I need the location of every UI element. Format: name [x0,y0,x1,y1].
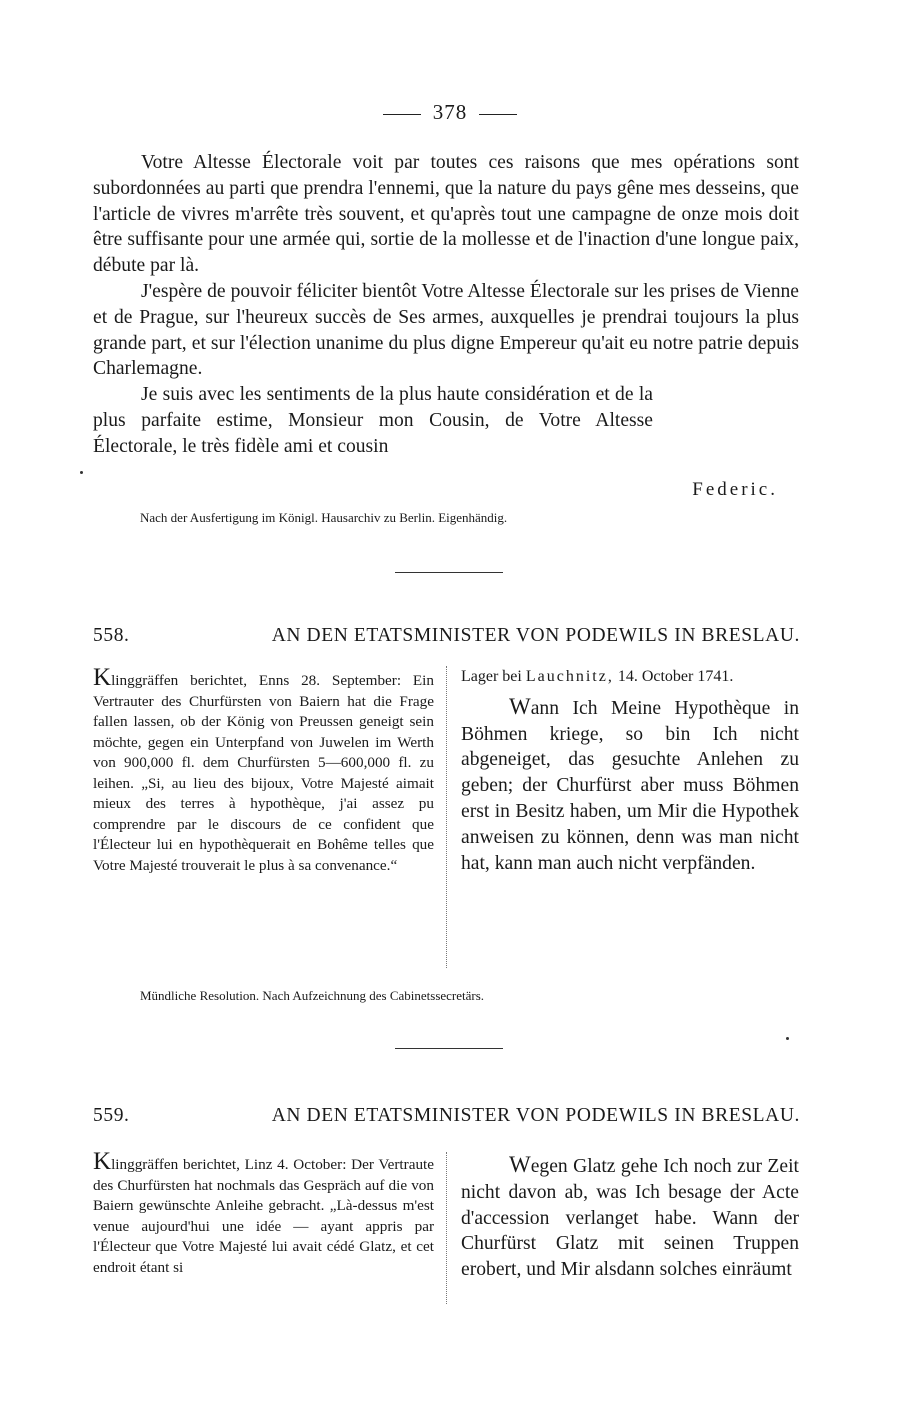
page-number-dash-right [479,114,517,115]
page-number-dash-left [383,114,421,115]
letter-paragraph: Votre Altesse Électorale voit par toutes ces raisons que mes opérations sont subordonnées au parti que prendra l'ennemi, que la nature du pays gêne mes desseins, que l'article de vivres m'arrête très souvent, et qu'après tout une campagne de onze mois doit être suffisante pour une armée qui, sortie de la mollesse et de l'inaction d'une longue paix, débute par là. [93,152,799,277]
drop-cap: W [509,1152,531,1177]
letter-title: AN DEN ETATSMINISTER VON PODEWILS IN BRESLAU. [271,1105,800,1126]
column-separator [446,1152,447,1304]
letter-paragraph: J'espère de pouvoir féliciter bientôt Votre Altesse Électorale sur les prises de Vienne et de Prague, sur l'heureux succès de Ses armes, auxquelles je prendrai toujours la plus grande part, et sur l'élection unanime du plus digne Empereur qu'ait eu notre patrie depuis Charlemagne. [93,280,799,380]
summary-column [93,664,434,876]
dateline-place: Lauchnitz, [525,668,614,685]
dateline-prefix: Lager bei [461,668,522,685]
section-divider [395,572,503,573]
letter-heading [93,1105,800,1127]
signature: Federic. [692,479,778,500]
column-separator [446,666,447,968]
letter-column [461,664,799,876]
drop-cap: W [509,693,531,719]
section-divider [395,1048,503,1049]
letter-number: 559. [93,1105,130,1126]
ink-speck [80,471,83,474]
letter-heading [93,625,800,647]
letter-text: egen Glatz gehe Ich noch zur Zeit nicht davon ab, was Ich besage der Acte d'accession verlanget habe. Wann der Churfürst Glatz mit seinen Truppen erobert, und Mir alsdann solches einräumt [461,1156,799,1281]
summary-column [93,1148,434,1278]
drop-cap: K [93,664,112,691]
letter-column [461,1152,799,1283]
letter-ending [93,150,799,460]
letter-number: 558. [93,625,130,646]
page-number-text: 378 [432,100,468,124]
letter-title: AN DEN ETATSMINISTER VON PODEWILS IN BRESLAU. [271,625,800,646]
summary-text: linggräffen berichtet, Enns 28. September: Ein Vertrauter des Churfürsten von Baiern hat die Frage fallen lassen, ob der König von Preussen geneigt sein möchte, gegen ein Unterpfand von Juwelen im Werth von 900,000 fl. dem Churfürsten 5—600,000 fl. zu leihen. „Si, au lieu des bijoux, Votre Majesté aimait mieux des terres à hypothèque, j'ai assez pu comprendre par le discours de ce confident que l'Électeur lui en hypothèquerait en Bohême telles que Votre Majesté trouverait le plus à sa convenance.“ [93,672,434,874]
letter-text: ann Ich Meine Hypothèque in Böhmen kriege, so bin Ich nicht abgeneiget, das gesuchte Anlehen zu geben; der Churfürst aber muss Böhmen erst in Besitz haben, um Mir die Hypothek anweisen zu können, denn was man nicht hat, kann man auch nicht verpfänden. [461,697,799,874]
letter-paragraph [461,694,799,877]
dateline-date: 14. October 1741. [617,668,734,685]
letter-paragraph [461,1152,799,1283]
page-number [0,100,900,125]
drop-cap: K [93,1148,112,1175]
dateline [461,664,799,690]
source-note: Nach der Ausfertigung im Königl. Hausarchiv zu Berlin. Eigenhändig. [140,510,508,525]
summary-text: linggräffen berichtet, Linz 4. October: Der Vertraute des Churfürsten hat nochmals das Gespräch auf die von Baiern gewünschte Anleihe gebracht. „Là-dessus m'est venue aujourd'hui une idée — ayant appris par l'Électeur que Votre Majesté lui avait cédé Glatz, et cet endroit étant si [93,1156,434,1276]
ink-speck [786,1037,789,1040]
letter-paragraph: Je suis avec les sentiments de la plus haute considération et de la plus parfaite estime, Monsieur mon Cousin, de Votre Altesse Électorale, le très fidèle ami et cousin [93,384,653,457]
source-note: Mündliche Resolution. Nach Aufzeichnung des Cabinetssecretärs. [140,988,485,1003]
